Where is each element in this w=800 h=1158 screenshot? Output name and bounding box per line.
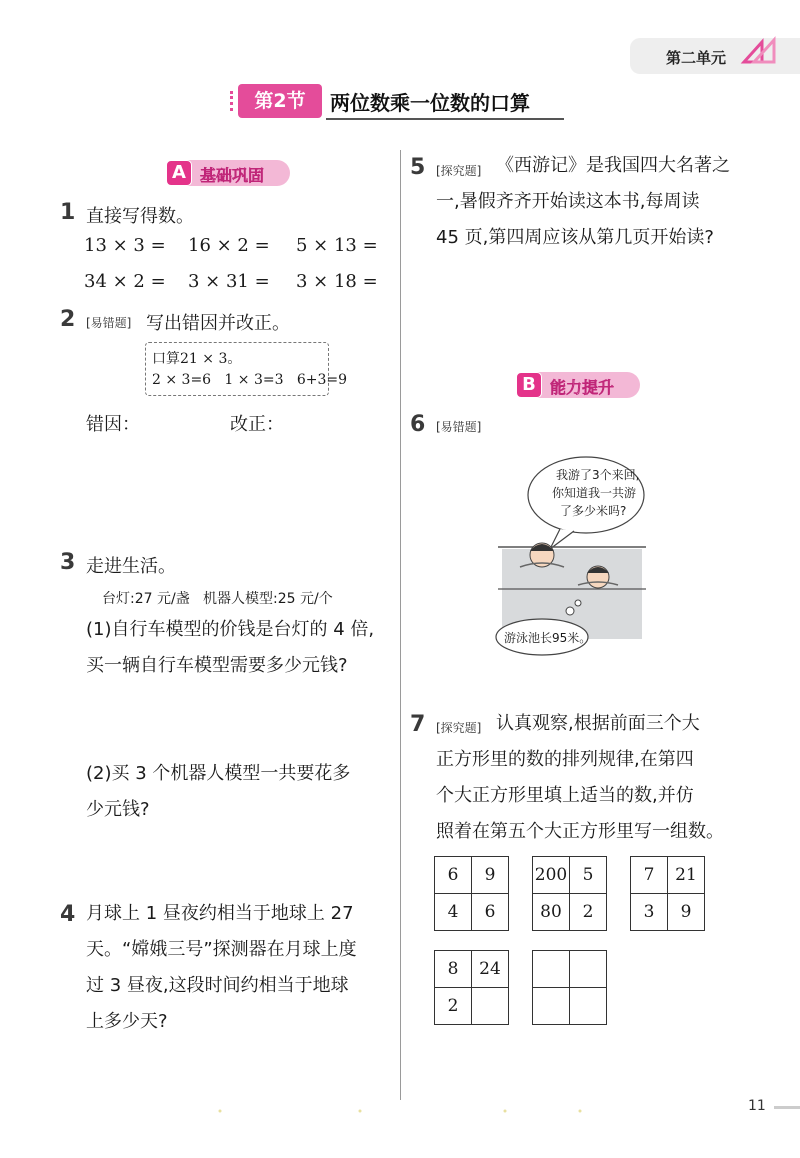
bubble-line: 我游了3个来回, <box>556 468 640 482</box>
square-cell: 21 <box>668 857 705 894</box>
square-cell: 8 <box>435 951 472 988</box>
square-cell: 6 <box>472 894 509 931</box>
section-underline <box>326 118 564 120</box>
q6-tag: [易错题] <box>436 420 482 434</box>
q2-text: 写出错因并改正。 <box>146 313 290 334</box>
bubble-line: 了多少米吗? <box>560 504 627 518</box>
answer-cell[interactable] <box>533 988 570 1025</box>
q1-number: 1 <box>60 200 76 225</box>
q3-part2-line1: (2)买 3 个机器人模型一共要花多 <box>86 763 351 784</box>
answer-cell[interactable] <box>570 988 607 1025</box>
q4-line: 天。“嫦娥三号”探测器在月球上度 <box>86 939 357 960</box>
q4-number: 4 <box>60 902 76 927</box>
level-b-letter: B <box>516 372 542 398</box>
q1-item: 3 × 18 = <box>296 271 378 292</box>
q6-number: 6 <box>410 412 426 437</box>
square-cell: 24 <box>472 951 509 988</box>
square-cell: 80 <box>533 894 570 931</box>
square-cell: 200 <box>533 857 570 894</box>
number-square-4 <box>434 950 509 1025</box>
square-cell: 6 <box>435 857 472 894</box>
answer-cell[interactable] <box>533 951 570 988</box>
pool-length-label: 游泳池长95米。 <box>504 631 592 645</box>
q2-number: 2 <box>60 307 76 332</box>
q7-line1: 认真观察,根据前面三个大 <box>496 713 700 734</box>
q7-line4: 照着在第五个大正方形里写一组数。 <box>436 821 724 842</box>
q2-box-line2: 2 × 3=6 1 × 3=3 6+3=9 <box>152 372 348 388</box>
q2-tag: [易错题] <box>86 316 132 330</box>
q3-text: 走进生活。 <box>86 556 176 577</box>
answer-cell[interactable] <box>570 951 607 988</box>
bubble-line: 你知道我一共游 <box>552 486 637 500</box>
q7-number: 7 <box>410 712 426 737</box>
q7-tag: [探究题] <box>436 721 482 735</box>
unit-logo-icon <box>740 36 780 66</box>
q3-part1-line2: 买一辆自行车模型需要多少元钱? <box>86 655 348 676</box>
square-cell: 4 <box>435 894 472 931</box>
page-number: 11 <box>748 1098 766 1114</box>
square-cell: 7 <box>631 857 668 894</box>
page-number-bar <box>774 1106 800 1109</box>
q3-part1-line1: (1)自行车模型的价钱是台灯的 4 倍, <box>86 619 375 640</box>
q1-item: 13 × 3 = <box>84 235 166 256</box>
q1-item: 34 × 2 = <box>84 271 166 292</box>
number-square-2 <box>532 856 607 931</box>
q5-line3: 45 页,第四周应该从第几页开始读? <box>436 227 714 248</box>
square-cell: 9 <box>668 894 705 931</box>
q1-item: 5 × 13 = <box>296 235 378 256</box>
square-cell: 3 <box>631 894 668 931</box>
q3-number: 3 <box>60 550 76 575</box>
q5-tag: [探究题] <box>436 164 482 178</box>
section-badge: 第2节 <box>238 84 322 118</box>
bottom-decoration <box>200 1108 620 1114</box>
number-square-1 <box>434 856 509 931</box>
square-cell: 2 <box>570 894 607 931</box>
answer-cell[interactable] <box>472 988 509 1025</box>
square-cell: 9 <box>472 857 509 894</box>
q4-line: 过 3 昼夜,这段时间约相当于地球 <box>86 975 349 996</box>
section-title: 两位数乘一位数的口算 <box>330 91 530 115</box>
q5-line2: 一,暑假齐齐开始读这本书,每周读 <box>436 191 700 212</box>
q4-line: 上多少天? <box>86 1011 168 1032</box>
level-b-badge <box>516 372 640 398</box>
q3-prices: 台灯:27 元/盏 机器人模型:25 元/个 <box>102 591 333 607</box>
q2-fix-label: 改正： <box>230 414 284 435</box>
q2-box-line1: 口算21 × 3。 <box>152 351 242 367</box>
q5-number: 5 <box>410 155 426 180</box>
q2-reason-label: 错因： <box>86 414 140 435</box>
column-divider <box>400 150 401 1100</box>
number-square-5 <box>532 950 607 1025</box>
unit-label: 第二单元 <box>666 49 727 67</box>
q5-line1: 《西游记》是我国四大名著之 <box>496 155 730 176</box>
q7-line3: 个大正方形里填上适当的数,并仿 <box>436 785 694 806</box>
level-a-label: 基础巩固 <box>200 166 265 185</box>
square-cell: 5 <box>570 857 607 894</box>
level-a-letter: A <box>166 160 192 186</box>
q4-line: 月球上 1 昼夜约相当于地球上 27 <box>86 903 354 924</box>
q1-item: 3 × 31 = <box>188 271 270 292</box>
square-cell: 2 <box>435 988 472 1025</box>
q7-line2: 正方形里的数的排列规律,在第四 <box>436 749 694 770</box>
level-b-label: 能力提升 <box>550 378 615 397</box>
number-square-3 <box>630 856 705 931</box>
q1-text: 直接写得数。 <box>86 206 194 227</box>
q1-item: 16 × 2 = <box>188 235 270 256</box>
q3-part2-line2: 少元钱? <box>86 799 150 820</box>
level-a-badge <box>166 160 290 186</box>
